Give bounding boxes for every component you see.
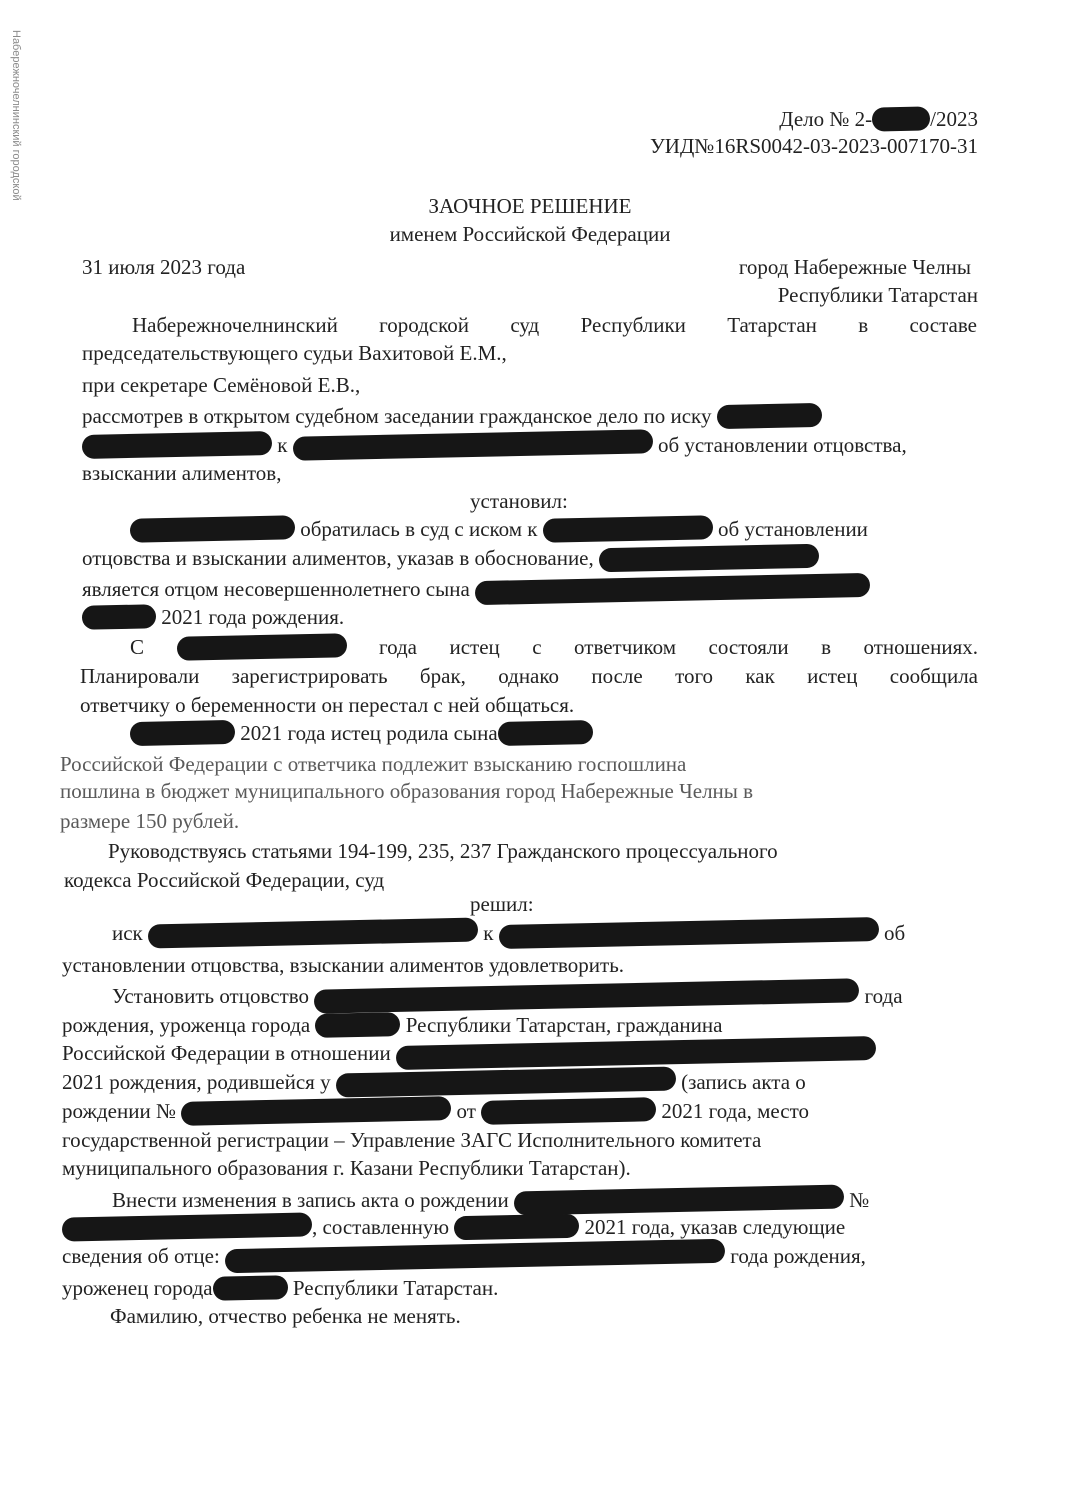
redaction bbox=[475, 573, 870, 605]
redaction bbox=[716, 403, 821, 429]
ruling-line-11: , составленную 2021 года, указав следующие bbox=[62, 1214, 845, 1240]
redaction bbox=[292, 429, 652, 461]
redaction bbox=[130, 720, 235, 746]
duty-line-2: пошлина в бюджет муниципального образования город Набережные Челны в bbox=[60, 779, 754, 803]
case-uid: УИД№16RS0042-03-2023-007170-31 bbox=[649, 134, 978, 158]
redaction bbox=[599, 544, 819, 573]
guided-line-1: Руководствуясь статьями 194-199, 235, 237 Гражданского процессуального bbox=[108, 839, 778, 863]
redaction bbox=[148, 918, 478, 949]
redaction bbox=[315, 1012, 400, 1038]
facts-line-2: отцовства и взыскании алиментов, указав в обоснование, bbox=[82, 545, 819, 571]
redaction bbox=[481, 1097, 656, 1125]
facts-line-8: 2021 года истец родила сына bbox=[130, 720, 593, 746]
ruling-line-3: Установить отцовство года bbox=[112, 983, 903, 1009]
redaction bbox=[543, 515, 713, 543]
intro-line-5: к об установлении отцовства, bbox=[82, 432, 907, 458]
facts-line-7: ответчику о беременности он перестал с ней общаться. bbox=[80, 693, 575, 717]
ruling-line-12: сведения об отце: года рождения, bbox=[62, 1243, 866, 1269]
document-title: ЗАОЧНОЕ РЕШЕНИЕ bbox=[428, 194, 632, 218]
ruling-line-2: установлении отцовства, взыскании алиментов удовлетворить. bbox=[62, 953, 625, 977]
city-line-2: Республики Татарстан bbox=[777, 283, 978, 307]
side-stamp-text: Набережночелнинский городской bbox=[10, 30, 22, 201]
redaction bbox=[314, 978, 859, 1013]
intro-line-2: председательствующего судьи Вахитовой Е.М., bbox=[82, 341, 507, 365]
document-subtitle: именем Российской Федерации bbox=[389, 222, 671, 246]
redaction bbox=[499, 917, 879, 949]
ruling-line-6: 2021 рождения, родившейся у (запись акта о bbox=[62, 1069, 806, 1095]
guided-line-2: кодекса Российской Федерации, суд bbox=[64, 868, 385, 892]
established-heading: установил: bbox=[470, 489, 568, 513]
ruling-line-8: государственной регистрации – Управление ЗАГС Исполнительного комитета bbox=[62, 1128, 762, 1152]
intro-line-6: взыскании алиментов, bbox=[82, 461, 282, 485]
redaction bbox=[176, 633, 346, 661]
ruling-line-1: иск к об bbox=[112, 920, 958, 946]
redaction bbox=[62, 1212, 312, 1241]
ruling-line-4: рождения, уроженца города Республики Татарстан, гражданина bbox=[62, 1013, 723, 1037]
redaction bbox=[130, 515, 295, 542]
intro-line-3: при секретаре Семёновой Е.В., bbox=[82, 373, 361, 397]
intro-line-1: Набережночелнинский городской суд Республики Татарстан в составе bbox=[132, 313, 977, 337]
redaction bbox=[212, 1275, 287, 1301]
intro-line-4: рассмотрев в открытом судебном заседании гражданское дело по иску bbox=[82, 403, 822, 429]
city-line-1: город Набережные Челны bbox=[738, 255, 971, 279]
redaction bbox=[336, 1066, 676, 1097]
redaction bbox=[497, 720, 592, 746]
ruling-line-10: Внести изменения в запись акта о рождении № bbox=[112, 1187, 869, 1213]
redaction bbox=[82, 431, 272, 459]
redaction bbox=[181, 1096, 451, 1126]
ruling-line-14: Фамилию, отчество ребенка не менять. bbox=[110, 1304, 461, 1328]
redaction bbox=[82, 604, 156, 630]
decision-date: 31 июля 2023 года bbox=[82, 255, 246, 279]
facts-line-6: Планировали зарегистрировать брак, однако после того как истец сообщила bbox=[80, 664, 978, 688]
ruling-line-9: муниципального образования г. Казани Республики Татарстан). bbox=[62, 1156, 631, 1180]
facts-line-4: 2021 года рождения. bbox=[82, 604, 344, 630]
duty-line-1: Российской Федерации с ответчика подлежит взысканию госпошлина bbox=[60, 752, 687, 776]
case-number: Дело № 2- /2023 bbox=[779, 107, 978, 131]
redaction bbox=[225, 1239, 725, 1273]
redaction bbox=[454, 1214, 579, 1241]
ruling-line-5: Российской Федерации в отношении bbox=[62, 1040, 876, 1066]
facts-line-3: является отцом несовершеннолетнего сына bbox=[82, 576, 870, 602]
redaction bbox=[872, 106, 930, 131]
duty-line-3: размере 150 рублей. bbox=[60, 809, 240, 833]
redaction bbox=[396, 1036, 876, 1070]
ruling-line-7: рождении № от 2021 года, место bbox=[62, 1098, 809, 1124]
facts-line-1: обратилась в суд с иском к об установлении bbox=[130, 516, 980, 542]
ruling-line-13: уроженец города Республики Татарстан. bbox=[62, 1276, 499, 1300]
redaction bbox=[514, 1185, 844, 1216]
decided-heading: решил: bbox=[470, 892, 534, 916]
facts-line-5: С года истец с ответчиком состояли в отношениях. bbox=[130, 635, 978, 659]
